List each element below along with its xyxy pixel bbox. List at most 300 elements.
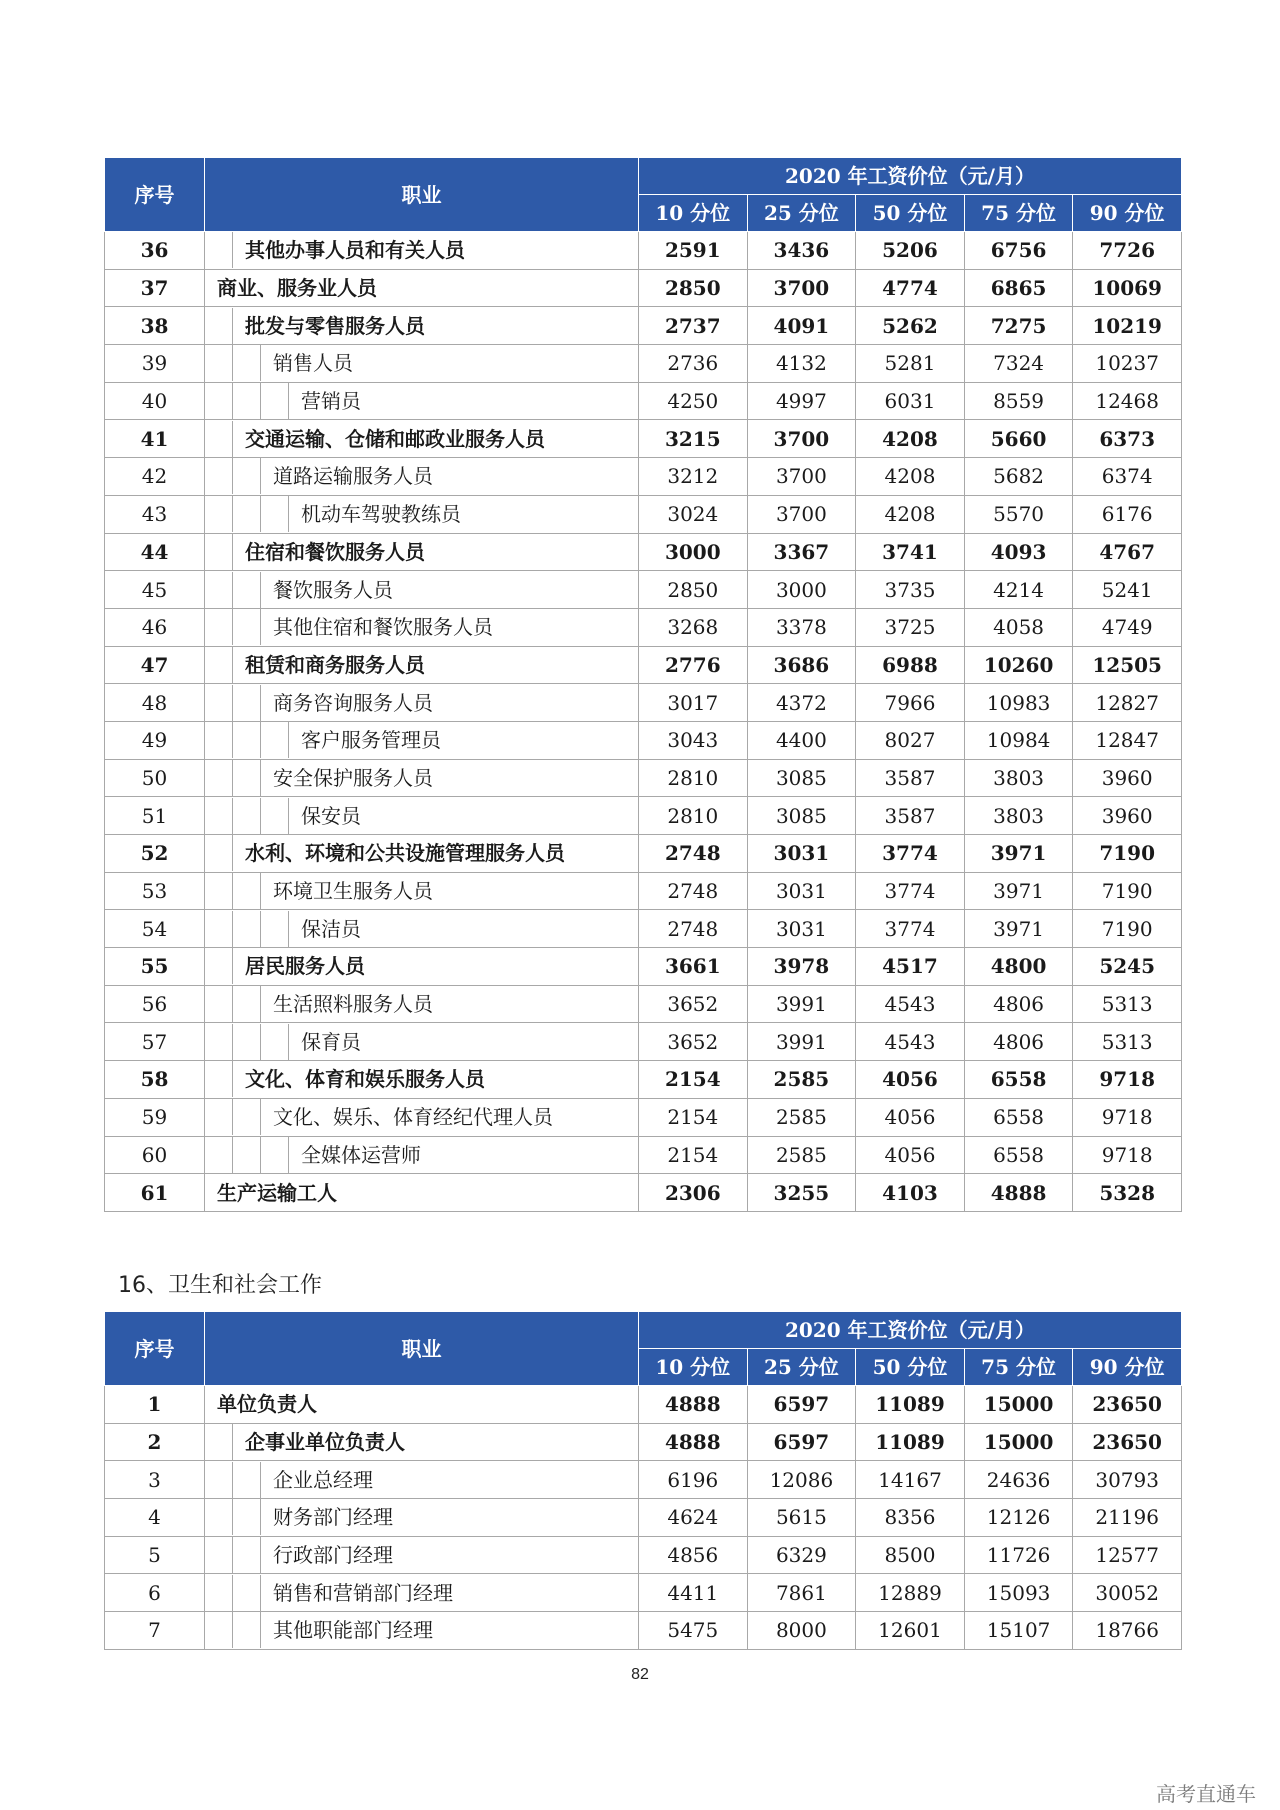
indent-rule [205,1575,233,1611]
row-value-p10: 2748 [639,835,748,873]
row-value-p25: 5615 [747,1499,856,1537]
row-seq: 2 [105,1423,205,1461]
row-occupation-cell [205,1098,639,1136]
row-value-p10: 4888 [639,1423,748,1461]
table-row [105,1098,1182,1136]
row-value-p25: 8000 [747,1612,856,1650]
table-row [105,232,1182,270]
row-value-p90: 12827 [1073,684,1182,722]
indent-rule [233,986,261,1022]
indent-rule [205,685,233,721]
row-occupation: 文化、体育和娱乐服务人员 [245,1067,485,1092]
indent-rule [205,421,233,457]
header-p75: 75 分位 [964,195,1073,232]
indent-rule [205,383,233,419]
row-occupation-cell [205,1136,639,1174]
row-value-p90: 10069 [1073,269,1182,307]
row-value-p50: 4056 [856,1136,965,1174]
row-occupation: 环境卫生服务人员 [273,879,433,904]
row-value-p50: 3587 [856,797,965,835]
header-seq: 序号 [105,1312,205,1386]
row-occupation-cell [205,759,639,797]
row-occupation-cell [205,910,639,948]
row-occupation: 交通运输、仓储和邮政业服务人员 [245,426,545,451]
row-value-p90: 5313 [1073,1023,1182,1061]
row-value-p75: 10983 [964,684,1073,722]
row-seq: 57 [105,1023,205,1061]
table-row [105,759,1182,797]
row-seq: 7 [105,1612,205,1650]
indent-rule [205,458,233,494]
indent-rule [205,1424,233,1460]
indent-rule [261,1137,289,1173]
header-p50: 50 分位 [856,1349,965,1386]
row-value-p90: 7190 [1073,872,1182,910]
row-value-p50: 3587 [856,759,965,797]
row-value-p10: 3215 [639,420,748,458]
row-value-p75: 7324 [964,345,1073,383]
header-p90: 90 分位 [1073,195,1182,232]
header-occupation: 职业 [205,1312,639,1386]
row-value-p90: 5241 [1073,571,1182,609]
row-value-p50: 4208 [856,495,965,533]
row-value-p10: 2776 [639,646,748,684]
row-value-p75: 4214 [964,571,1073,609]
row-value-p90: 30052 [1073,1574,1182,1612]
row-value-p10: 3661 [639,948,748,986]
indent-rule [205,1612,233,1648]
row-value-p90: 10237 [1073,345,1182,383]
row-value-p25: 4372 [747,684,856,722]
row-value-p50: 4103 [856,1174,965,1212]
row-value-p75: 4058 [964,608,1073,646]
row-value-p75: 15093 [964,1574,1073,1612]
row-occupation-cell [205,345,639,383]
row-value-p25: 2585 [747,1136,856,1174]
row-value-p50: 5262 [856,307,965,345]
row-occupation: 保洁员 [301,916,361,941]
row-value-p75: 4806 [964,1023,1073,1061]
row-occupation: 销售和营销部门经理 [273,1580,453,1605]
indent-rule [205,873,233,909]
row-seq: 3 [105,1461,205,1499]
indent-rule [205,722,233,758]
row-occupation-cell [205,872,639,910]
row-value-p25: 2585 [747,1061,856,1099]
indent-rule [205,609,233,645]
row-value-p50: 11089 [856,1423,965,1461]
row-value-p10: 3268 [639,608,748,646]
table-row [105,948,1182,986]
row-value-p75: 15107 [964,1612,1073,1650]
row-occupation: 全媒体运营师 [301,1142,421,1167]
row-occupation: 居民服务人员 [245,954,365,979]
row-occupation-cell [205,1061,639,1099]
row-occupation-cell [205,646,639,684]
row-occupation: 保安员 [301,803,361,828]
row-occupation: 生产运输工人 [217,1180,337,1205]
row-value-p10: 2154 [639,1098,748,1136]
row-occupation-cell [205,1423,639,1461]
row-value-p10: 2810 [639,797,748,835]
indent-rule [233,1099,261,1135]
row-value-p90: 18766 [1073,1612,1182,1650]
row-value-p10: 3000 [639,533,748,571]
row-occupation: 行政部门经理 [273,1543,393,1568]
row-occupation: 企事业单位负责人 [245,1430,405,1455]
row-value-p90: 12505 [1073,646,1182,684]
header-p90: 90 分位 [1073,1349,1182,1386]
row-value-p50: 4774 [856,269,965,307]
row-value-p25: 4997 [747,382,856,420]
row-value-p90: 30793 [1073,1461,1182,1499]
row-occupation-cell [205,458,639,496]
indent-rule [205,572,233,608]
row-seq: 58 [105,1061,205,1099]
row-value-p75: 5682 [964,458,1073,496]
indent-rule [261,911,289,947]
table-row [105,985,1182,1023]
row-occupation-cell [205,269,639,307]
row-value-p90: 12847 [1073,721,1182,759]
indent-rule [233,458,261,494]
header-p50: 50 分位 [856,195,965,232]
row-value-p50: 3735 [856,571,965,609]
row-value-p10: 2748 [639,872,748,910]
row-occupation-cell [205,948,639,986]
page-number: 82 [631,1666,649,1683]
row-value-p25: 3085 [747,797,856,835]
row-value-p50: 4208 [856,458,965,496]
indent-rule [261,383,289,419]
row-occupation: 销售人员 [273,351,353,376]
indent-rule [233,722,261,758]
row-seq: 37 [105,269,205,307]
row-occupation: 住宿和餐饮服务人员 [245,539,425,564]
indent-rule [261,496,289,532]
row-value-p50: 3774 [856,835,965,873]
row-value-p90: 9718 [1073,1061,1182,1099]
table-row [105,1461,1182,1499]
row-occupation: 财务部门经理 [273,1505,393,1530]
watermark: 高考直通车 [1156,1782,1256,1806]
row-value-p75: 3971 [964,835,1073,873]
table-row [105,1574,1182,1612]
row-value-p90: 7726 [1073,232,1182,270]
row-seq: 52 [105,835,205,873]
row-value-p75: 10984 [964,721,1073,759]
header-p25: 25 分位 [747,195,856,232]
table-row [105,1174,1182,1212]
row-value-p10: 2850 [639,571,748,609]
row-value-p50: 3774 [856,910,965,948]
row-occupation-cell [205,1574,639,1612]
indent-rule [205,232,233,268]
row-value-p10: 3652 [639,1023,748,1061]
row-value-p50: 4517 [856,948,965,986]
row-value-p90: 3960 [1073,759,1182,797]
table-row [105,721,1182,759]
row-value-p25: 3700 [747,420,856,458]
row-seq: 46 [105,608,205,646]
row-value-p50: 8500 [856,1536,965,1574]
indent-rule [205,948,233,984]
row-value-p10: 2748 [639,910,748,948]
row-value-p10: 3017 [639,684,748,722]
table-row [105,646,1182,684]
row-value-p90: 7190 [1073,835,1182,873]
table-row [105,345,1182,383]
row-value-p25: 6597 [747,1423,856,1461]
row-value-p50: 4056 [856,1061,965,1099]
row-value-p50: 7966 [856,684,965,722]
row-value-p75: 10260 [964,646,1073,684]
row-value-p75: 3971 [964,872,1073,910]
row-occupation-cell [205,1461,639,1499]
indent-rule [205,1024,233,1060]
row-value-p25: 3031 [747,872,856,910]
row-value-p10: 4250 [639,382,748,420]
table-row [105,1061,1182,1099]
row-value-p25: 3700 [747,495,856,533]
row-seq: 50 [105,759,205,797]
row-seq: 38 [105,307,205,345]
row-value-p25: 4400 [747,721,856,759]
row-occupation-cell [205,533,639,571]
row-seq: 53 [105,872,205,910]
indent-rule [261,722,289,758]
row-value-p75: 24636 [964,1461,1073,1499]
table-row [105,420,1182,458]
row-occupation-cell [205,495,639,533]
header-occupation: 职业 [205,158,639,232]
row-occupation-cell [205,721,639,759]
row-occupation: 餐饮服务人员 [273,577,393,602]
row-seq: 60 [105,1136,205,1174]
indent-rule [205,1499,233,1535]
table-row [105,684,1182,722]
row-occupation-cell [205,232,639,270]
header-wage-group: 2020 年工资价位（元/月） [639,158,1182,195]
row-value-p90: 4767 [1073,533,1182,571]
row-value-p25: 7861 [747,1574,856,1612]
table-row [105,1612,1182,1650]
row-value-p10: 2306 [639,1174,748,1212]
indent-rule [233,1499,261,1535]
row-seq: 44 [105,533,205,571]
row-seq: 54 [105,910,205,948]
row-value-p10: 2736 [639,345,748,383]
indent-rule [205,835,233,871]
row-occupation: 批发与零售服务人员 [245,313,425,338]
table-row [105,1023,1182,1061]
indent-rule [205,1061,233,1097]
row-seq: 40 [105,382,205,420]
row-value-p75: 11726 [964,1536,1073,1574]
row-occupation-cell [205,382,639,420]
row-value-p75: 5570 [964,495,1073,533]
row-value-p75: 8559 [964,382,1073,420]
row-value-p10: 2154 [639,1061,748,1099]
row-value-p90: 7190 [1073,910,1182,948]
row-value-p25: 4091 [747,307,856,345]
row-value-p50: 3741 [856,533,965,571]
header-wage-group: 2020 年工资价位（元/月） [639,1312,1182,1349]
row-occupation: 其他办事人员和有关人员 [245,238,465,263]
header-p75: 75 分位 [964,1349,1073,1386]
row-value-p50: 6031 [856,382,965,420]
table-row [105,608,1182,646]
indent-rule [205,647,233,683]
row-value-p90: 12577 [1073,1536,1182,1574]
row-seq: 47 [105,646,205,684]
row-seq: 61 [105,1174,205,1212]
row-occupation: 水利、环境和公共设施管理服务人员 [245,841,565,866]
row-occupation: 营销员 [301,389,361,414]
row-value-p10: 4856 [639,1536,748,1574]
row-seq: 48 [105,684,205,722]
row-occupation-cell [205,420,639,458]
row-occupation: 单位负责人 [217,1392,317,1417]
indent-rule [205,911,233,947]
indent-rule [233,1137,261,1173]
table-row [105,269,1182,307]
table-row [105,382,1182,420]
table-row [105,1423,1182,1461]
row-value-p50: 4208 [856,420,965,458]
indent-rule [233,911,261,947]
row-occupation-cell [205,1612,639,1650]
wage-table-1 [104,157,1182,1212]
table-row [105,910,1182,948]
row-occupation-cell [205,835,639,873]
row-value-p10: 2737 [639,307,748,345]
row-value-p10: 4411 [639,1574,748,1612]
indent-rule [233,609,261,645]
indent-rule [205,308,233,344]
table-row [105,1536,1182,1574]
row-occupation-cell [205,1499,639,1537]
row-value-p10: 4888 [639,1386,748,1424]
row-value-p75: 3803 [964,759,1073,797]
row-value-p90: 6373 [1073,420,1182,458]
row-value-p25: 4132 [747,345,856,383]
row-occupation: 商务咨询服务人员 [273,690,433,715]
row-value-p25: 3367 [747,533,856,571]
row-value-p50: 5281 [856,345,965,383]
row-value-p50: 8356 [856,1499,965,1537]
row-value-p75: 5660 [964,420,1073,458]
indent-rule [205,760,233,796]
row-value-p50: 4056 [856,1098,965,1136]
row-value-p75: 3971 [964,910,1073,948]
indent-rule [233,345,261,381]
indent-rule [233,685,261,721]
row-seq: 59 [105,1098,205,1136]
row-value-p50: 3725 [856,608,965,646]
row-value-p90: 4749 [1073,608,1182,646]
indent-rule [233,798,261,834]
table-row [105,1499,1182,1537]
row-value-p25: 3000 [747,571,856,609]
indent-rule [233,760,261,796]
row-seq: 49 [105,721,205,759]
row-occupation: 其他职能部门经理 [273,1618,433,1643]
row-value-p50: 4543 [856,1023,965,1061]
table-row [105,495,1182,533]
row-occupation-cell [205,1386,639,1424]
indent-rule [233,1612,261,1648]
indent-rule [205,1099,233,1135]
row-value-p25: 3085 [747,759,856,797]
table-row [105,307,1182,345]
row-value-p25: 3031 [747,835,856,873]
row-value-p25: 3378 [747,608,856,646]
indent-rule [233,1024,261,1060]
header-p25: 25 分位 [747,1349,856,1386]
row-value-p90: 6176 [1073,495,1182,533]
row-value-p75: 6756 [964,232,1073,270]
table-row [105,1136,1182,1174]
row-value-p25: 3700 [747,458,856,496]
indent-rule [205,1137,233,1173]
row-value-p90: 9718 [1073,1136,1182,1174]
row-value-p90: 5328 [1073,1174,1182,1212]
row-value-p10: 3043 [639,721,748,759]
row-occupation-cell [205,1174,639,1212]
row-occupation-cell [205,985,639,1023]
row-value-p90: 6374 [1073,458,1182,496]
row-value-p25: 6597 [747,1386,856,1424]
row-seq: 51 [105,797,205,835]
row-value-p75: 4800 [964,948,1073,986]
indent-rule [261,798,289,834]
row-value-p75: 15000 [964,1386,1073,1424]
indent-rule [205,986,233,1022]
row-value-p50: 4543 [856,985,965,1023]
row-value-p75: 6558 [964,1061,1073,1099]
row-value-p90: 23650 [1073,1423,1182,1461]
row-value-p25: 3686 [747,646,856,684]
row-value-p50: 12601 [856,1612,965,1650]
indent-rule [233,1537,261,1573]
row-value-p25: 3978 [747,948,856,986]
row-occupation: 商业、服务业人员 [217,276,377,301]
row-seq: 5 [105,1536,205,1574]
row-value-p90: 5313 [1073,985,1182,1023]
row-value-p10: 5475 [639,1612,748,1650]
indent-rule [233,873,261,909]
indent-rule [233,496,261,532]
row-value-p25: 3031 [747,910,856,948]
table-row [105,533,1182,571]
row-value-p10: 3024 [639,495,748,533]
row-occupation-cell [205,1536,639,1574]
indent-rule [233,1462,261,1498]
indent-rule [233,383,261,419]
row-value-p75: 12126 [964,1499,1073,1537]
row-value-p10: 6196 [639,1461,748,1499]
row-seq: 55 [105,948,205,986]
row-seq: 45 [105,571,205,609]
row-value-p25: 3436 [747,232,856,270]
row-value-p75: 4806 [964,985,1073,1023]
row-occupation: 生活照料服务人员 [273,992,433,1017]
row-value-p90: 10219 [1073,307,1182,345]
row-value-p25: 3700 [747,269,856,307]
header-p10: 10 分位 [639,1349,748,1386]
row-seq: 36 [105,232,205,270]
